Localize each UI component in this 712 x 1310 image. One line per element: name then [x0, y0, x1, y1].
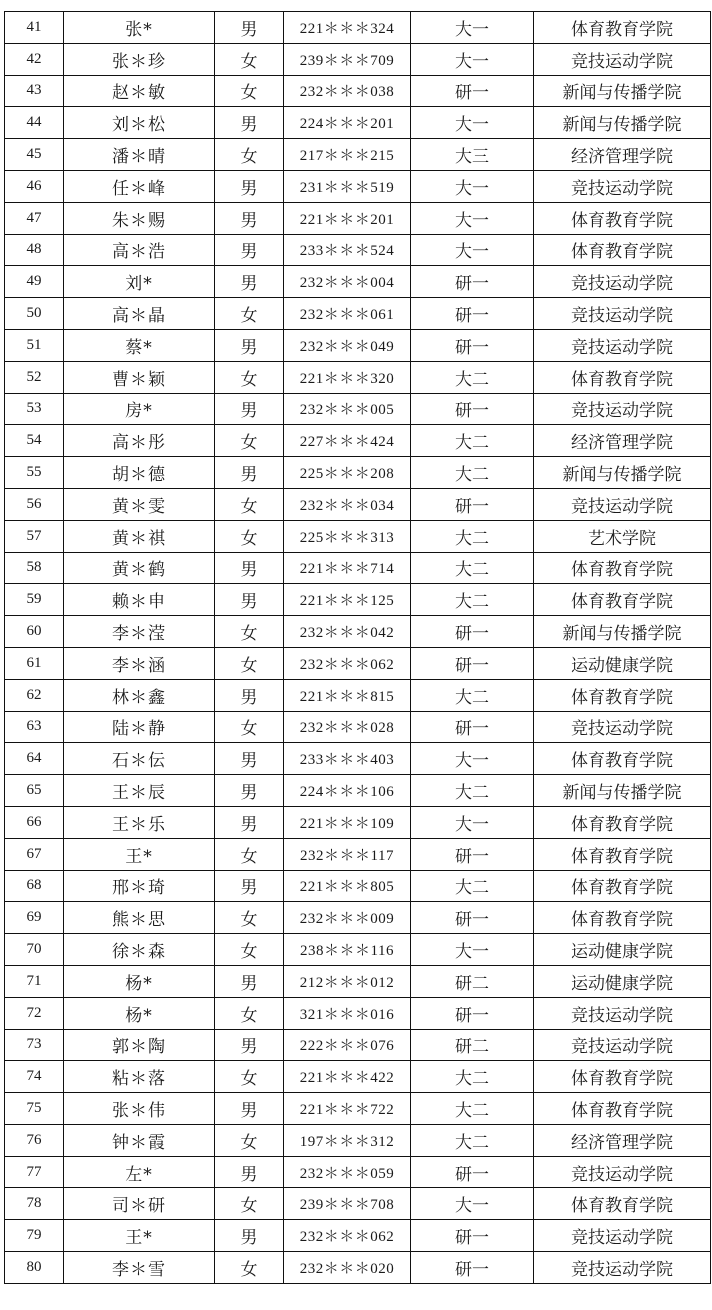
student-id: 232＊＊＊034 [284, 488, 411, 520]
student-id: 217＊＊＊215 [284, 139, 411, 171]
student-id: 233＊＊＊524 [284, 234, 411, 266]
student-id: 227＊＊＊424 [284, 425, 411, 457]
student-id: 232＊＊＊117 [284, 838, 411, 870]
table-row [5, 711, 711, 743]
student-name: 潘＊晴 [64, 139, 215, 171]
student-college: 新闻与传播学院 [534, 616, 711, 648]
table-row [5, 838, 711, 870]
table-row [5, 1093, 711, 1125]
student-gender: 男 [215, 1220, 284, 1252]
student-grade: 研二 [411, 1029, 534, 1061]
student-college: 体育教育学院 [534, 552, 711, 584]
student-gender: 男 [215, 775, 284, 807]
student-college: 经济管理学院 [534, 1124, 711, 1156]
table-row [5, 902, 711, 934]
student-gender: 女 [215, 488, 284, 520]
student-name: 林＊鑫 [64, 679, 215, 711]
student-college: 体育教育学院 [534, 1061, 711, 1093]
student-id: 221＊＊＊324 [284, 12, 411, 44]
student-grade: 大二 [411, 679, 534, 711]
student-gender: 女 [215, 1252, 284, 1284]
student-name: 房* [64, 393, 215, 425]
table-row [5, 425, 711, 457]
student-gender: 男 [215, 1156, 284, 1188]
student-id: 232＊＊＊062 [284, 1220, 411, 1252]
student-college: 体育教育学院 [534, 361, 711, 393]
row-number: 58 [5, 552, 64, 584]
row-number: 78 [5, 1188, 64, 1220]
student-name: 蔡* [64, 329, 215, 361]
row-number: 55 [5, 457, 64, 489]
student-gender: 男 [215, 107, 284, 139]
student-id: 231＊＊＊519 [284, 170, 411, 202]
student-gender: 男 [215, 393, 284, 425]
student-name: 张＊伟 [64, 1093, 215, 1125]
student-gender: 男 [215, 457, 284, 489]
student-gender: 女 [215, 934, 284, 966]
student-id: 212＊＊＊012 [284, 965, 411, 997]
student-name: 熊＊思 [64, 902, 215, 934]
table-row [5, 934, 711, 966]
student-id: 321＊＊＊016 [284, 997, 411, 1029]
table-row [5, 1220, 711, 1252]
student-grade: 研一 [411, 298, 534, 330]
row-number: 75 [5, 1093, 64, 1125]
student-gender: 女 [215, 298, 284, 330]
student-grade: 大一 [411, 934, 534, 966]
table-row [5, 361, 711, 393]
student-name: 黄＊鹤 [64, 552, 215, 584]
student-id: 232＊＊＊004 [284, 266, 411, 298]
table-row [5, 298, 711, 330]
table-row [5, 202, 711, 234]
student-grade: 研一 [411, 75, 534, 107]
table-row [5, 1188, 711, 1220]
student-college: 体育教育学院 [534, 870, 711, 902]
table-row [5, 743, 711, 775]
student-grade: 研一 [411, 616, 534, 648]
row-number: 80 [5, 1252, 64, 1284]
student-grade: 大一 [411, 107, 534, 139]
student-gender: 男 [215, 202, 284, 234]
student-id: 224＊＊＊201 [284, 107, 411, 139]
table-row [5, 616, 711, 648]
student-grade: 研一 [411, 488, 534, 520]
student-name: 高＊浩 [64, 234, 215, 266]
student-college: 新闻与传播学院 [534, 775, 711, 807]
student-id: 232＊＊＊028 [284, 711, 411, 743]
student-id: 233＊＊＊403 [284, 743, 411, 775]
student-college: 竞技运动学院 [534, 43, 711, 75]
student-grade: 研一 [411, 711, 534, 743]
student-name: 陆＊静 [64, 711, 215, 743]
student-gender: 女 [215, 425, 284, 457]
student-name: 刘* [64, 266, 215, 298]
row-number: 61 [5, 647, 64, 679]
table-row [5, 1252, 711, 1284]
student-grade: 大一 [411, 806, 534, 838]
student-grade: 研一 [411, 647, 534, 679]
student-grade: 研一 [411, 266, 534, 298]
table-row [5, 329, 711, 361]
student-college: 竞技运动学院 [534, 329, 711, 361]
student-college: 经济管理学院 [534, 425, 711, 457]
student-gender: 女 [215, 1188, 284, 1220]
student-name: 张* [64, 12, 215, 44]
row-number: 77 [5, 1156, 64, 1188]
student-grade: 研一 [411, 1252, 534, 1284]
student-college: 体育教育学院 [534, 806, 711, 838]
row-number: 67 [5, 838, 64, 870]
row-number: 54 [5, 425, 64, 457]
student-college: 体育教育学院 [534, 234, 711, 266]
student-name: 王* [64, 1220, 215, 1252]
table-row [5, 75, 711, 107]
student-gender: 男 [215, 170, 284, 202]
row-number: 50 [5, 298, 64, 330]
student-name: 高＊晶 [64, 298, 215, 330]
student-gender: 女 [215, 902, 284, 934]
student-college: 竞技运动学院 [534, 170, 711, 202]
student-name: 郭＊陶 [64, 1029, 215, 1061]
student-grade: 大一 [411, 12, 534, 44]
student-college: 运动健康学院 [534, 965, 711, 997]
student-name: 赖＊申 [64, 584, 215, 616]
row-number: 49 [5, 266, 64, 298]
student-college: 运动健康学院 [534, 647, 711, 679]
student-id: 232＊＊＊038 [284, 75, 411, 107]
table-row [5, 457, 711, 489]
row-number: 41 [5, 12, 64, 44]
student-grade: 大一 [411, 1188, 534, 1220]
student-college: 经济管理学院 [534, 139, 711, 171]
student-grade: 大二 [411, 361, 534, 393]
student-name: 高＊彤 [64, 425, 215, 457]
table-row [5, 12, 711, 44]
student-id: 221＊＊＊109 [284, 806, 411, 838]
student-gender: 男 [215, 870, 284, 902]
student-name: 邢＊琦 [64, 870, 215, 902]
row-number: 46 [5, 170, 64, 202]
table-row [5, 1156, 711, 1188]
row-number: 43 [5, 75, 64, 107]
student-college: 体育教育学院 [534, 202, 711, 234]
student-college: 竞技运动学院 [534, 298, 711, 330]
table-row [5, 584, 711, 616]
student-gender: 女 [215, 139, 284, 171]
student-id: 232＊＊＊020 [284, 1252, 411, 1284]
student-college: 竞技运动学院 [534, 1029, 711, 1061]
student-id: 221＊＊＊201 [284, 202, 411, 234]
row-number: 73 [5, 1029, 64, 1061]
table-row [5, 997, 711, 1029]
student-name: 黄＊祺 [64, 520, 215, 552]
row-number: 71 [5, 965, 64, 997]
student-id: 232＊＊＊062 [284, 647, 411, 679]
student-id: 232＊＊＊059 [284, 1156, 411, 1188]
table-row [5, 965, 711, 997]
row-number: 63 [5, 711, 64, 743]
student-grade: 大二 [411, 1061, 534, 1093]
student-id: 197＊＊＊312 [284, 1124, 411, 1156]
table-row [5, 266, 711, 298]
student-gender: 男 [215, 234, 284, 266]
student-name: 胡＊德 [64, 457, 215, 489]
student-gender: 男 [215, 965, 284, 997]
student-name: 粘＊落 [64, 1061, 215, 1093]
row-number: 42 [5, 43, 64, 75]
student-grade: 研一 [411, 1220, 534, 1252]
student-id: 221＊＊＊722 [284, 1093, 411, 1125]
student-gender: 女 [215, 616, 284, 648]
student-college: 艺术学院 [534, 520, 711, 552]
student-college: 体育教育学院 [534, 902, 711, 934]
student-gender: 男 [215, 743, 284, 775]
row-number: 59 [5, 584, 64, 616]
student-gender: 男 [215, 329, 284, 361]
student-gender: 女 [215, 838, 284, 870]
student-grade: 大二 [411, 520, 534, 552]
student-college: 竞技运动学院 [534, 488, 711, 520]
student-grade: 大二 [411, 1093, 534, 1125]
student-college: 竞技运动学院 [534, 711, 711, 743]
student-gender: 女 [215, 75, 284, 107]
student-name: 张＊珍 [64, 43, 215, 75]
row-number: 69 [5, 902, 64, 934]
student-grade: 研一 [411, 902, 534, 934]
row-number: 57 [5, 520, 64, 552]
student-id: 221＊＊＊714 [284, 552, 411, 584]
row-number: 72 [5, 997, 64, 1029]
row-number: 56 [5, 488, 64, 520]
student-id: 221＊＊＊320 [284, 361, 411, 393]
student-name: 钟＊霞 [64, 1124, 215, 1156]
student-college: 体育教育学院 [534, 1093, 711, 1125]
row-number: 66 [5, 806, 64, 838]
student-id: 221＊＊＊125 [284, 584, 411, 616]
table-row [5, 1061, 711, 1093]
row-number: 79 [5, 1220, 64, 1252]
student-college: 竞技运动学院 [534, 1220, 711, 1252]
row-number: 64 [5, 743, 64, 775]
student-college: 体育教育学院 [534, 12, 711, 44]
table-row [5, 43, 711, 75]
student-grade: 大二 [411, 775, 534, 807]
student-name: 黄＊雯 [64, 488, 215, 520]
table-row [5, 647, 711, 679]
student-college: 体育教育学院 [534, 679, 711, 711]
student-gender: 男 [215, 12, 284, 44]
student-grade: 研一 [411, 838, 534, 870]
table-row [5, 870, 711, 902]
student-grade: 研一 [411, 997, 534, 1029]
table-row [5, 1029, 711, 1061]
student-grade: 大一 [411, 202, 534, 234]
student-gender: 男 [215, 266, 284, 298]
student-grade: 大一 [411, 43, 534, 75]
row-number: 68 [5, 870, 64, 902]
table-row [5, 170, 711, 202]
student-grade: 大二 [411, 584, 534, 616]
student-college: 运动健康学院 [534, 934, 711, 966]
student-id: 221＊＊＊805 [284, 870, 411, 902]
student-name: 李＊雪 [64, 1252, 215, 1284]
student-grade: 大二 [411, 425, 534, 457]
student-id: 225＊＊＊208 [284, 457, 411, 489]
student-name: 杨* [64, 997, 215, 1029]
student-gender: 男 [215, 552, 284, 584]
row-number: 44 [5, 107, 64, 139]
student-id: 238＊＊＊116 [284, 934, 411, 966]
student-name: 曹＊颖 [64, 361, 215, 393]
student-grade: 研一 [411, 393, 534, 425]
student-college: 新闻与传播学院 [534, 75, 711, 107]
student-grade: 研二 [411, 965, 534, 997]
student-gender: 女 [215, 361, 284, 393]
row-number: 76 [5, 1124, 64, 1156]
student-name: 杨* [64, 965, 215, 997]
student-college: 体育教育学院 [534, 1188, 711, 1220]
row-number: 52 [5, 361, 64, 393]
row-number: 70 [5, 934, 64, 966]
student-gender: 男 [215, 584, 284, 616]
row-number: 47 [5, 202, 64, 234]
row-number: 48 [5, 234, 64, 266]
row-number: 74 [5, 1061, 64, 1093]
student-id: 232＊＊＊005 [284, 393, 411, 425]
table-row [5, 139, 711, 171]
student-name: 赵＊敏 [64, 75, 215, 107]
row-number: 65 [5, 775, 64, 807]
row-number: 51 [5, 329, 64, 361]
student-gender: 男 [215, 806, 284, 838]
student-college: 新闻与传播学院 [534, 457, 711, 489]
student-college: 竞技运动学院 [534, 997, 711, 1029]
row-number: 45 [5, 139, 64, 171]
student-grade: 大三 [411, 139, 534, 171]
student-id: 221＊＊＊422 [284, 1061, 411, 1093]
student-college: 新闻与传播学院 [534, 107, 711, 139]
student-id: 224＊＊＊106 [284, 775, 411, 807]
student-gender: 女 [215, 647, 284, 679]
table-row [5, 488, 711, 520]
student-name: 王* [64, 838, 215, 870]
student-grade: 大一 [411, 234, 534, 266]
student-college: 体育教育学院 [534, 838, 711, 870]
student-name: 李＊滢 [64, 616, 215, 648]
table-row [5, 234, 711, 266]
student-name: 刘＊松 [64, 107, 215, 139]
table-row [5, 775, 711, 807]
student-grade: 大二 [411, 552, 534, 584]
student-gender: 女 [215, 1061, 284, 1093]
student-gender: 男 [215, 1093, 284, 1125]
student-grade: 大二 [411, 870, 534, 902]
student-grade: 大二 [411, 1124, 534, 1156]
table-row [5, 1124, 711, 1156]
table-row [5, 679, 711, 711]
table-row [5, 806, 711, 838]
student-gender: 女 [215, 43, 284, 75]
student-name: 王＊辰 [64, 775, 215, 807]
student-id: 232＊＊＊049 [284, 329, 411, 361]
student-grade: 大二 [411, 457, 534, 489]
student-id: 232＊＊＊009 [284, 902, 411, 934]
table-row [5, 107, 711, 139]
student-gender: 男 [215, 679, 284, 711]
student-id: 239＊＊＊709 [284, 43, 411, 75]
student-grade: 研一 [411, 1156, 534, 1188]
table-row [5, 393, 711, 425]
student-list-table [4, 11, 711, 1284]
student-name: 石＊伝 [64, 743, 215, 775]
student-gender: 女 [215, 1124, 284, 1156]
student-college: 竞技运动学院 [534, 393, 711, 425]
student-grade: 大一 [411, 743, 534, 775]
table-row [5, 552, 711, 584]
student-name: 左* [64, 1156, 215, 1188]
student-name: 王＊乐 [64, 806, 215, 838]
student-id: 232＊＊＊061 [284, 298, 411, 330]
student-gender: 女 [215, 520, 284, 552]
student-name: 任＊峰 [64, 170, 215, 202]
student-gender: 男 [215, 1029, 284, 1061]
student-id: 225＊＊＊313 [284, 520, 411, 552]
student-name: 徐＊森 [64, 934, 215, 966]
student-id: 239＊＊＊708 [284, 1188, 411, 1220]
row-number: 62 [5, 679, 64, 711]
table-row [5, 520, 711, 552]
student-id: 221＊＊＊815 [284, 679, 411, 711]
student-grade: 研一 [411, 329, 534, 361]
student-name: 朱＊赐 [64, 202, 215, 234]
student-list-body [5, 12, 711, 1284]
row-number: 60 [5, 616, 64, 648]
student-name: 司＊研 [64, 1188, 215, 1220]
student-college: 竞技运动学院 [534, 1156, 711, 1188]
student-college: 竞技运动学院 [534, 266, 711, 298]
student-id: 222＊＊＊076 [284, 1029, 411, 1061]
student-gender: 女 [215, 711, 284, 743]
student-id: 232＊＊＊042 [284, 616, 411, 648]
row-number: 53 [5, 393, 64, 425]
student-gender: 女 [215, 997, 284, 1029]
student-college: 体育教育学院 [534, 743, 711, 775]
student-college: 体育教育学院 [534, 584, 711, 616]
student-name: 李＊涵 [64, 647, 215, 679]
student-college: 竞技运动学院 [534, 1252, 711, 1284]
student-grade: 大一 [411, 170, 534, 202]
